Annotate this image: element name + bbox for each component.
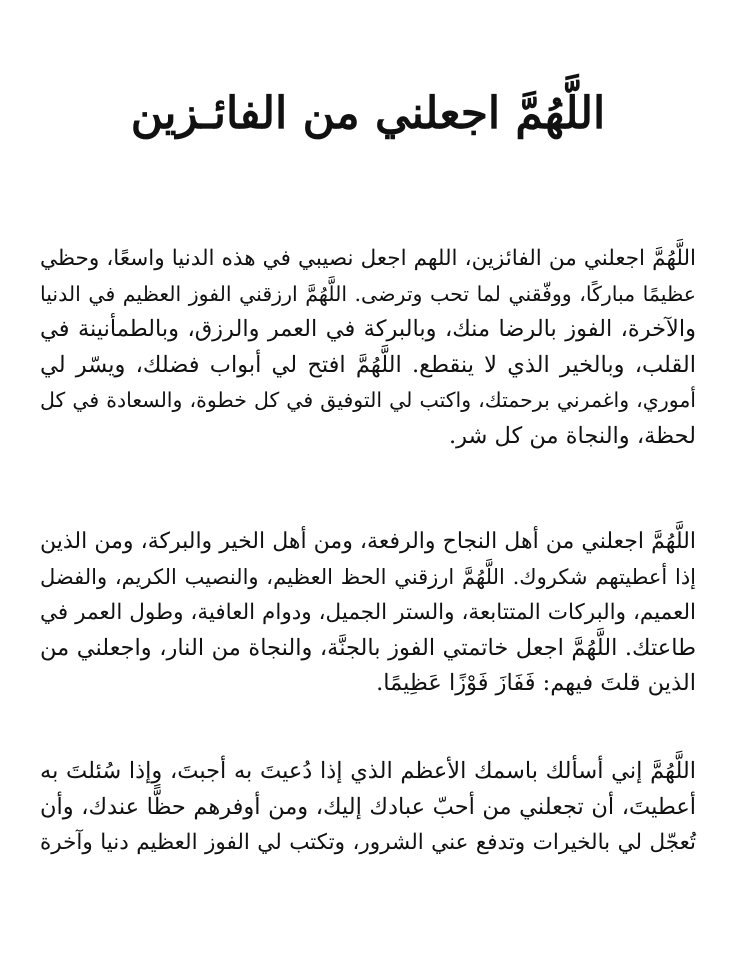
paragraph-line: اللَّهُمَّ اجعلني من أهل النجاح والرفعة، ومن أهل الخير والبركة، ومن الذين: [40, 529, 696, 554]
paragraph-line: عظيمًا مباركًا، ووفّقني لما تحب وترضى. اللَّهُمَّ ارزقني الفوز العظيم في الدنيا: [40, 281, 696, 306]
paragraph-line: والآخرة، الفوز بالرضا منك، وبالبركة في العمر والرزق، وبالطمأنينة في: [40, 316, 696, 342]
paragraph-line: أموري، واغمرني برحمتك، واكتب لي التوفيق في كل خطوة، والسعادة في كل: [40, 388, 696, 412]
page-title: اللَّهُمَّ اجعلني من الفائـزين: [130, 88, 606, 139]
paragraph-line: أعطيتَ، أن تجعلني من أحبّ عبادك إليك، ومن أوفرهم حظًّا عندك، وأن: [40, 793, 696, 820]
paragraph-line: طاعتك. اللَّهُمَّ اجعل خاتمتي الفوز بالجنَّة، والنجاة من النار، واجعلني من: [40, 634, 696, 661]
paragraph-line: الذين قلتَ فيهم: فَفَازَ فَوْزًا عَظِيمًا.: [376, 670, 696, 696]
paragraph-1: [40, 241, 696, 454]
paragraph-line: العميم، والبركات المتتابعة، والستر الجميل، ودوام العافية، وطول العمر في: [40, 600, 696, 625]
paragraph-line: اللَّهُمَّ اجعلني من الفائزين، اللهم اجعل نصيبي في هذه الدنيا واسعًا، وحظي: [40, 246, 696, 271]
paragraph-line: تُعجّل لي بالخيرات وتدفع عني الشرور، وتكتب لي الفوز العظيم دنيا وآخرة: [40, 830, 696, 855]
paragraph-3: [40, 754, 696, 861]
paragraph-line: القلب، وبالخير الذي لا ينقطع. اللَّهُمَّ افتح لي أبواب فضلك، ويسّر لي: [40, 351, 696, 378]
paragraph-line: لحظة، والنجاة من كل شر.: [448, 422, 696, 449]
paragraph-2: [40, 524, 696, 702]
paragraph-line: إذا أعطيتهم شكروك. اللَّهُمَّ ارزقني الحظ العظيم، والنصيب الكريم، والفضل: [40, 564, 696, 589]
paragraph-line: اللَّهُمَّ إني أسألك باسمك الأعظم الذي إذا دُعيتَ به أجبتَ، وإذا سُئلتَ به: [40, 758, 696, 784]
